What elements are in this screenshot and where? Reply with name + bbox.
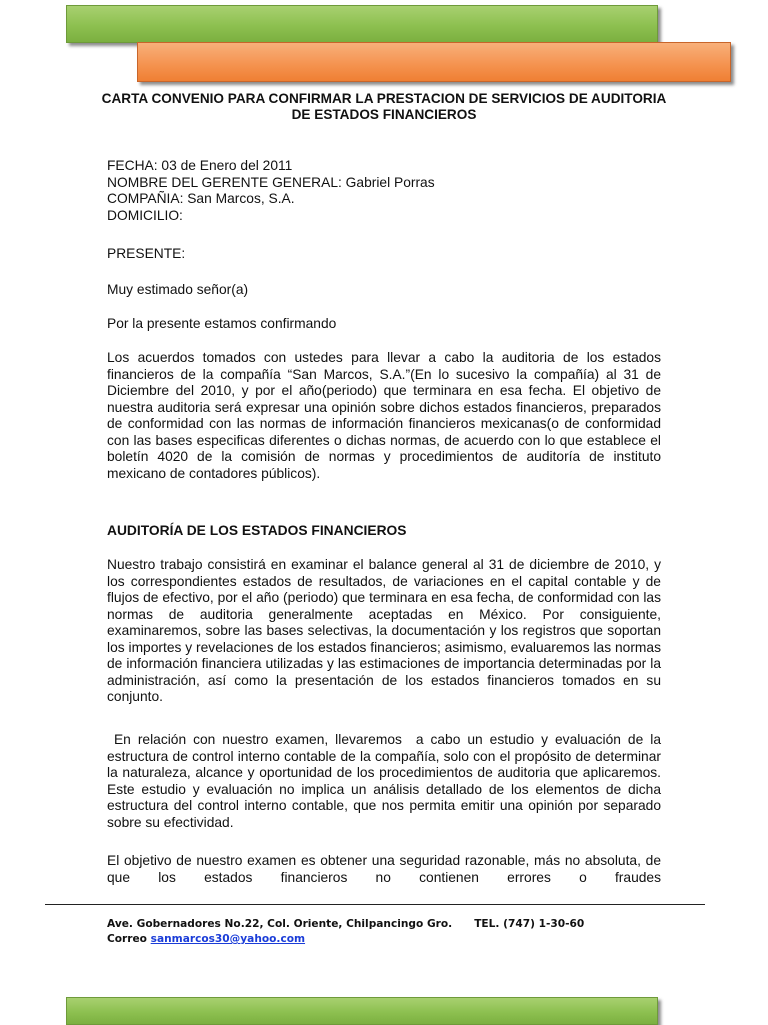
paragraph-objetivo: El objetivo de nuestro examen es obtener una seguridad razonable, más no absoluta, de que los estados financieros no contienen errores o fraudes	[107, 853, 661, 885]
header-orange-bar	[137, 42, 731, 82]
paragraph-trabajo: Nuestro trabajo consistirá en examinar el balance general al 31 de diciembre de 2010, y los correspondientes estados de resultados, de variaciones en el capital contable y de flujos de efectivo, por el año (periodo) que terminara en esa fecha, de conformidad con las normas de auditoria generalmente aceptadas en México. Por consiguiente, examinaremos, sobre las bases selectivas, la documentación y los registros que soportan los importes y revelaciones de los estados financieros; asimismo, evaluaremos las normas de información financiera utilizadas y las estimaciones de importancia determinadas por la administración, así como la presentación de los estados financieros tomados en su conjunto.	[107, 557, 661, 704]
compania-line: COMPAÑIA: San Marcos, S.A.	[107, 191, 295, 206]
section-heading: AUDITORÍA DE LOS ESTADOS FINANCIEROS	[107, 523, 407, 538]
footer-contact-line	[107, 917, 667, 932]
footer	[107, 917, 667, 947]
footer-address: Ave. Gobernadores No.22, Col. Oriente, Chilpancingo Gro.	[107, 918, 453, 930]
presente-line: PRESENTE:	[107, 246, 186, 261]
letter-meta	[107, 158, 667, 224]
header-green-bar	[66, 5, 658, 43]
footer-tel: TEL. (747) 1-30-60	[474, 918, 585, 930]
footer-divider	[45, 904, 705, 905]
paragraph-acuerdos: Los acuerdos tomados con ustedes para llevar a cabo la auditoria de los estados financieros de la compañía “San Marcos, S.A.”(En lo sucesivo la compañía) al 31 de Diciembre del 2010, y por el año(periodo) que terminara en esa fecha. El objetivo de nuestra auditoria será expresar una opinión sobre dichos estados financieros, preparados de conformidad con las normas de información financieros mexicanas(o de conformidad con las bases especificas diferentes o dichas normas, de acuerdo con lo que establece el boletín 4020 de la comisión de normas y procedimientos de auditoría de instituto mexicano de contadores públicos).	[107, 350, 661, 481]
footer-green-bar	[66, 997, 658, 1025]
footer-email-label: Correo	[107, 933, 151, 945]
intro-line: Por la presente estamos confirmando	[107, 316, 337, 331]
domicilio-line: DOMICILIO:	[107, 207, 183, 223]
document-title: CARTA CONVENIO PARA CONFIRMAR LA PRESTACION DE SERVICIOS DE AUDITORIA DE ESTADOS FINANCIEROS	[101, 91, 667, 122]
footer-email-line	[107, 932, 667, 947]
gerente-line: NOMBRE DEL GERENTE GENERAL: Gabriel Porras	[107, 174, 435, 190]
salutation: Muy estimado señor(a)	[107, 282, 249, 297]
paragraph-control-interno: En relación con nuestro examen, llevaremos a cabo un estudio y evaluación de la estructura de control interno contable de la compañía, solo con el propósito de determinar la naturaleza, alcance y oportunidad de los procedimientos de auditoria que aplicaremos. Este estudio y evaluación no implica un análisis detallado de los elementos de dicha estructura del control interno contable, que nos permita emitir una opinión por separado sobre su efectividad.	[107, 732, 665, 830]
fecha-line: FECHA: 03 de Enero del 2011	[107, 158, 293, 173]
footer-email-link[interactable]: sanmarcos30@yahoo.com	[150, 933, 306, 945]
